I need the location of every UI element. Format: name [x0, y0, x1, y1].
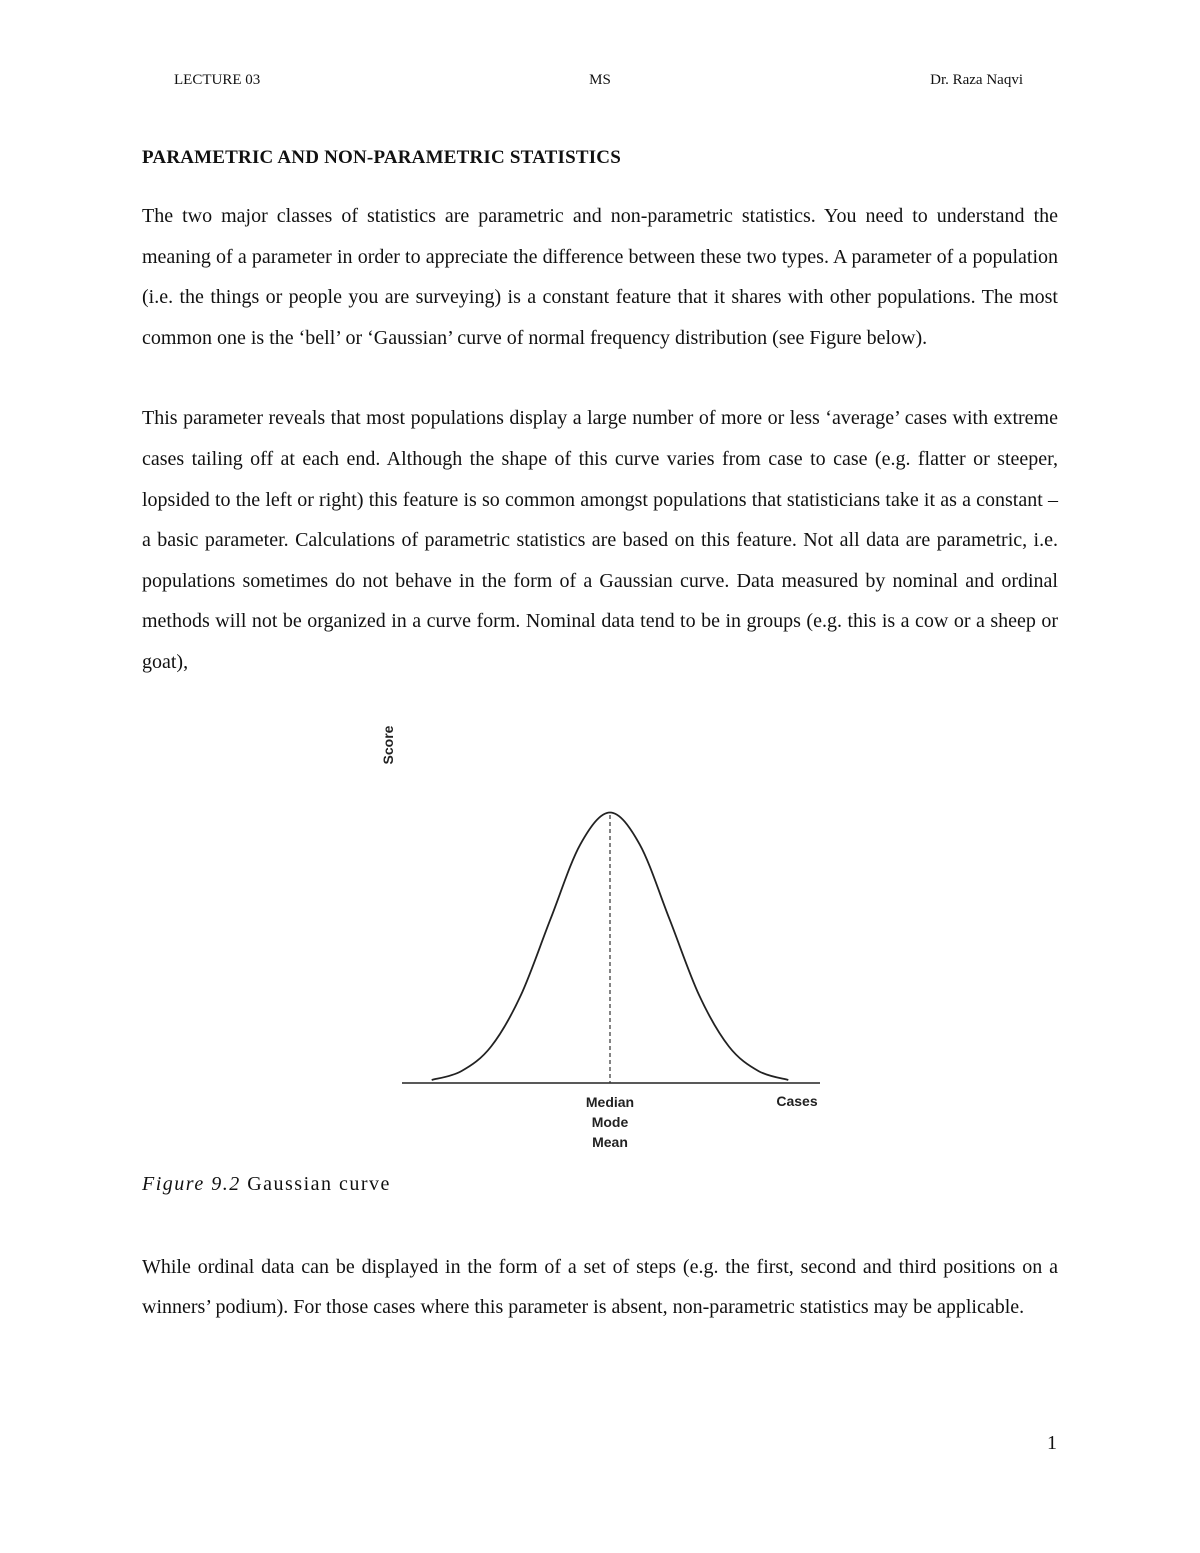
y-axis-label: Score [380, 725, 396, 764]
paragraph-intro: The two major classes of statistics are parametric and non-parametric statistics. You need to understand the meaning of a parameter in order to appreciate the difference between these two types. A parameter of a population (i.e. the things or people you are surveying) is a constant feature that it shares with other populations. The most common one is the ‘bell’ or ‘Gaussian’ curve of normal frequency distribution (see Figure below). [142, 205, 1058, 349]
page-title: PARAMETRIC AND NON-PARAMETRIC STATISTICS [142, 147, 621, 168]
paragraph-parameter: This parameter reveals that most populations display a large number of more or less ‘average’ cases with extreme cases tailing off at each end. Although the shape of this curve varies from case to case (e.g. flatter or steeper, lopsided to the left or right) this feature is so common amongst populations that statisticians take it as a constant – a basic parameter. Calculations of parametric statistics are based on this feature. Not all data are parametric, i.e. populations sometimes do not behave in the form of a Gaussian curve. Data measured by nominal and ordinal methods will not be organized in a curve form. Nominal data tend to be in groups (e.g. this is a cow or a sheep or goat), [142, 407, 1058, 673]
mode-label: Mode [591, 1113, 629, 1130]
figure-caption [142, 1169, 1058, 1199]
x-axis-label: Cases [776, 1092, 818, 1109]
header-course: MS [589, 72, 611, 88]
page-number: 1 [1047, 1432, 1057, 1454]
figure-caption-text: Gaussian curve [247, 1172, 391, 1195]
gaussian-figure [142, 717, 1058, 1163]
median-label: Median [585, 1093, 635, 1110]
mean-label: Mean [592, 1133, 628, 1150]
paragraph-ordinal: While ordinal data can be displayed in the form of a set of steps (e.g. the first, second and third positions on a winners’ podium). For those cases where this parameter is absent, non-parametric statistics may be applicable. [142, 1255, 1058, 1319]
header-author: Dr. Raza Naqvi [930, 72, 1023, 88]
figure-caption-label: Figure 9.2 [142, 1172, 241, 1195]
gaussian-chart [142, 717, 1058, 1163]
document-body [142, 138, 1058, 1328]
header-lecture: LECTURE 03 [174, 72, 261, 88]
